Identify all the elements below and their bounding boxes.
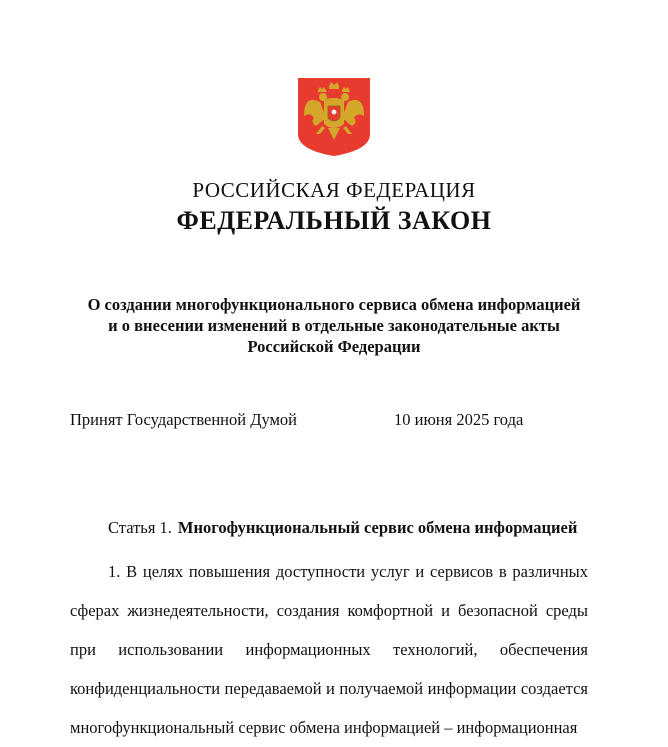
article-1-paragraph-1: 1. В целях повышения доступности услуг и сервисов в различных сферах жизнедеятельности, создания комфортной и безопасной среды при использовании информационных технологий, обеспечения конфиденциальности передаваемой и получаемой информации создается многофункциональный сервис обмена информацией – информационная [70,562,588,737]
russian-coat-of-arms-icon [296,76,372,158]
law-title-line-3: Российской Федерации [247,337,421,356]
article-1-number: Статья 1. [108,518,172,537]
law-title-line-1: О создании многофункционального сервиса обмена информацией [87,295,581,314]
country-heading: РОССИЙСКАЯ ФЕДЕРАЦИЯ [192,178,476,202]
law-title-line-2: и о внесении изменений в отдельные законодательные акты [108,316,560,335]
law-type-heading: ФЕДЕРАЛЬНЫЙ ЗАКОН [176,206,492,235]
adoption-label: Принят Государственной Думой [70,410,298,429]
article-1-title: Многофункциональный сервис обмена информацией [177,518,578,537]
article-1-heading [108,518,577,538]
law-title [0,294,668,357]
adoption-date: 10 июня 2025 года [394,410,524,429]
